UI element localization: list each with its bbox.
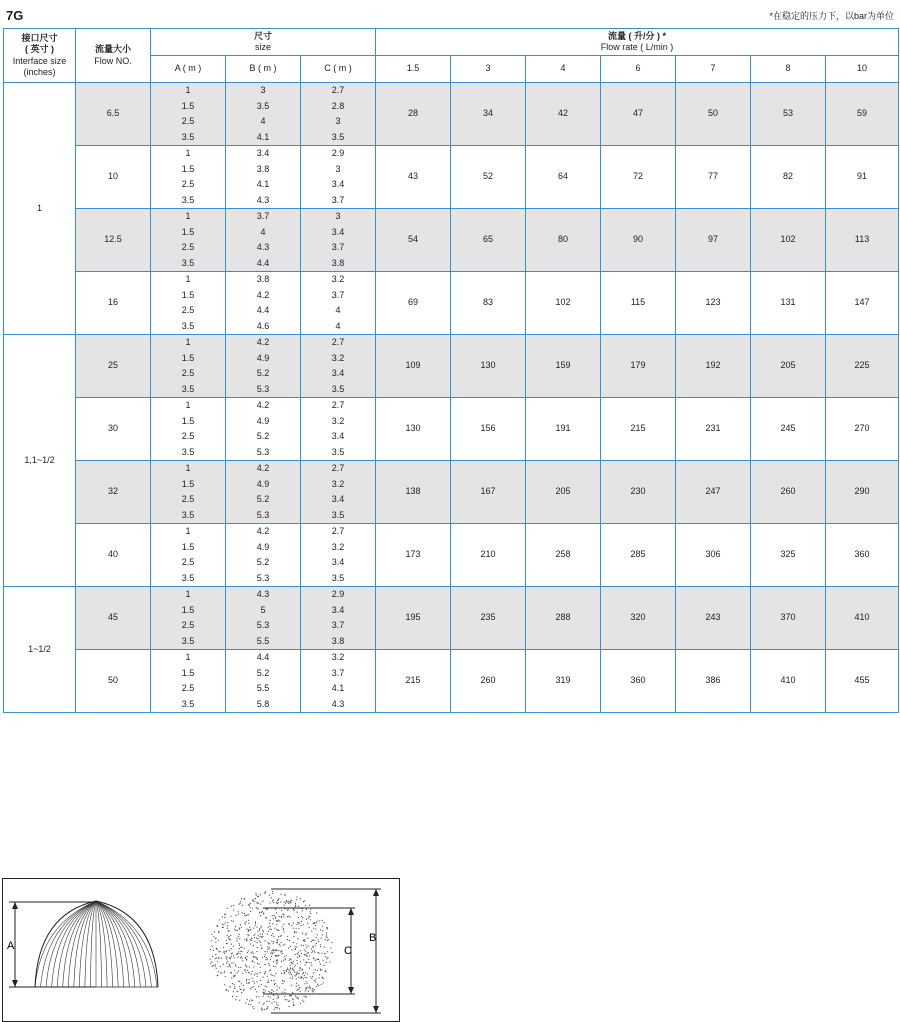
pressure-note: *在稳定的压力下，以bar为单位 [769, 11, 894, 21]
flow-rate-cell: 319 [526, 650, 601, 713]
size-c-cell [301, 398, 376, 461]
size-value: 1 [185, 463, 191, 474]
size-value: 3.4 [331, 557, 345, 568]
flow-rate-cell: 247 [676, 461, 751, 524]
flow-rate-cell: 138 [376, 461, 451, 524]
size-value: 3.7 [331, 194, 345, 205]
flow-rate-cell: 131 [751, 272, 826, 335]
flow-rate-cell: 191 [526, 398, 601, 461]
flow-no-cell: 45 [76, 587, 151, 650]
dim-b-label: B [369, 932, 377, 944]
size-value: 5.2 [256, 368, 270, 379]
model-title: 7G [6, 8, 24, 23]
size-a-cell [151, 398, 226, 461]
size-value: 4 [260, 226, 266, 237]
size-a-cell [151, 146, 226, 209]
dimension-lines [9, 889, 381, 1013]
size-value: 5.8 [256, 698, 270, 709]
flow-rate-cell: 410 [826, 587, 899, 650]
flow-rate-cell: 102 [526, 272, 601, 335]
size-b-cell [226, 83, 301, 146]
interface-cn: 接口尺寸 [21, 33, 58, 43]
size-b-cell [226, 335, 301, 398]
flow-rate-cell: 245 [751, 398, 826, 461]
size-value: 1 [185, 337, 191, 348]
size-value: 3.5 [331, 131, 345, 142]
size-c-cell [301, 335, 376, 398]
size-a-cell [151, 272, 226, 335]
size-value: 5.3 [256, 509, 270, 520]
size-value: 2.9 [331, 589, 345, 600]
col-c-header: C ( m ) [301, 56, 376, 83]
size-value: 4.6 [256, 320, 270, 331]
flow-rate-cell: 306 [676, 524, 751, 587]
size-value: 3.4 [331, 494, 345, 505]
size-value: 3.5 [181, 320, 195, 331]
flow-rate-header [376, 29, 899, 56]
flow-rate-cell: 50 [676, 83, 751, 146]
flow-no-cell: 10 [76, 146, 151, 209]
pressure-header: 8 [751, 56, 826, 83]
size-value: 2.5 [181, 179, 195, 190]
size-value: 2.8 [331, 100, 345, 111]
flow-rate-cell: 320 [601, 587, 676, 650]
size-value: 3.5 [256, 100, 270, 111]
flow-rate-cell: 90 [601, 209, 676, 272]
flow-rate-cell: 192 [676, 335, 751, 398]
flow-rate-cell: 258 [526, 524, 601, 587]
size-value: 3.5 [181, 446, 195, 457]
flow-rate-cell: 65 [451, 209, 526, 272]
size-value: 3.5 [331, 383, 345, 394]
size-value: 3.2 [331, 478, 345, 489]
size-value: 4.3 [256, 242, 270, 253]
size-value: 3.2 [331, 652, 345, 663]
flow-rate-cell: 410 [751, 650, 826, 713]
flow-rate-cell: 28 [376, 83, 451, 146]
size-value: 3.7 [331, 667, 345, 678]
flow-rate-cell: 82 [751, 146, 826, 209]
flow-no-cell: 40 [76, 524, 151, 587]
spray-fan-illustration [35, 901, 158, 987]
size-value: 1 [185, 526, 191, 537]
size-value: 3.5 [331, 446, 345, 457]
size-value: 4.9 [256, 478, 270, 489]
pressure-header: 7 [676, 56, 751, 83]
dim-c-label: C [344, 945, 352, 957]
size-a-cell [151, 587, 226, 650]
size-value: 3.7 [331, 289, 345, 300]
flow-rate-cell: 288 [526, 587, 601, 650]
flow-rate-cell: 173 [376, 524, 451, 587]
size-value: 4 [335, 305, 341, 316]
table-row [4, 83, 899, 146]
flow-rate-cell: 360 [601, 650, 676, 713]
flow-rate-cell: 113 [826, 209, 899, 272]
col-b-header: B ( m ) [226, 56, 301, 83]
size-value: 4.9 [256, 352, 270, 363]
flow-rate-cell: 386 [676, 650, 751, 713]
size-value: 2.5 [181, 368, 195, 379]
flow-rate-cell: 205 [526, 461, 601, 524]
size-value: 5.3 [256, 572, 270, 583]
spray-pattern-diagram [2, 878, 400, 1022]
flow-rate-cell: 285 [601, 524, 676, 587]
size-value: 5 [260, 604, 266, 615]
size-value: 1 [185, 400, 191, 411]
size-value: 3 [335, 163, 341, 174]
size-value: 2.5 [181, 683, 195, 694]
flow-rate-cell: 230 [601, 461, 676, 524]
size-value: 3 [260, 85, 266, 96]
size-value: 3.5 [181, 131, 195, 142]
flow-rate-cell: 147 [826, 272, 899, 335]
interface-size-cell: 1 [4, 83, 76, 335]
flow-rate-cell: 54 [376, 209, 451, 272]
size-value: 1.5 [181, 226, 195, 237]
size-value: 2.5 [181, 494, 195, 505]
size-value: 3.8 [256, 163, 270, 174]
size-a-cell [151, 650, 226, 713]
size-c-cell [301, 83, 376, 146]
size-value: 5.5 [256, 635, 270, 646]
size-c-cell [301, 461, 376, 524]
flow-rate-cell: 52 [451, 146, 526, 209]
spec-table [3, 28, 899, 713]
flow-rate-cell: 159 [526, 335, 601, 398]
table-row [4, 335, 899, 398]
size-value: 3.5 [181, 572, 195, 583]
flow-no-cell: 50 [76, 650, 151, 713]
flow-no-header [76, 29, 151, 83]
size-value: 4.2 [256, 337, 270, 348]
size-value: 1.5 [181, 289, 195, 300]
size-value: 4.1 [331, 683, 345, 694]
size-value: 1 [185, 85, 191, 96]
col-a-header: A ( m ) [151, 56, 226, 83]
size-value: 3.4 [331, 368, 345, 379]
flow-rate-cell: 455 [826, 650, 899, 713]
size-value: 3.7 [331, 620, 345, 631]
flow-rate-cell: 80 [526, 209, 601, 272]
flow-rate-cell: 72 [601, 146, 676, 209]
size-b-cell [226, 209, 301, 272]
flow-rate-cell: 260 [751, 461, 826, 524]
size-c-cell [301, 272, 376, 335]
size-c-cell [301, 524, 376, 587]
size-value: 4.1 [256, 131, 270, 142]
pressure-header: 6 [601, 56, 676, 83]
flow-rate-en: Flow rate ( L/min ) [600, 42, 674, 52]
flow-no-cell: 30 [76, 398, 151, 461]
size-value: 3.2 [331, 274, 345, 285]
pressure-header: 1.5 [376, 56, 451, 83]
size-en: size [255, 42, 272, 52]
size-c-cell [301, 587, 376, 650]
flow-no-cn: 流量大小 [94, 44, 131, 55]
size-b-cell [226, 398, 301, 461]
interface-size-cell: 1~1/2 [4, 587, 76, 713]
size-value: 3 [335, 211, 341, 222]
size-value: 3.5 [181, 509, 195, 520]
flow-rate-cell: 42 [526, 83, 601, 146]
size-value: 2.5 [181, 431, 195, 442]
table-row [4, 524, 899, 587]
flow-rate-cell: 325 [751, 524, 826, 587]
size-value: 4.3 [256, 194, 270, 205]
size-value: 3.4 [331, 431, 345, 442]
flow-rate-cell: 156 [451, 398, 526, 461]
size-value: 1.5 [181, 541, 195, 552]
size-value: 3.4 [331, 226, 345, 237]
spray-dots-illustration [210, 891, 333, 1011]
size-value: 3.7 [331, 242, 345, 253]
flow-rate-cell: 34 [451, 83, 526, 146]
flow-no-cell: 25 [76, 335, 151, 398]
flow-rate-cell: 260 [451, 650, 526, 713]
size-value: 5.2 [256, 667, 270, 678]
flow-rate-cell: 205 [751, 335, 826, 398]
size-value: 4.4 [256, 257, 270, 268]
size-value: 4.9 [256, 415, 270, 426]
size-value: 3.4 [331, 179, 345, 190]
flow-rate-cell: 270 [826, 398, 899, 461]
size-value: 2.7 [331, 85, 345, 96]
dim-a-label: A [7, 940, 15, 952]
size-value: 3.8 [331, 257, 345, 268]
size-value: 4.4 [256, 652, 270, 663]
flow-rate-cell: 225 [826, 335, 899, 398]
size-a-cell [151, 335, 226, 398]
size-value: 1 [185, 274, 191, 285]
size-value: 3.2 [331, 541, 345, 552]
size-value: 3.5 [181, 635, 195, 646]
flow-rate-cell: 231 [676, 398, 751, 461]
size-value: 3.5 [181, 194, 195, 205]
size-value: 4.3 [256, 589, 270, 600]
size-b-cell [226, 524, 301, 587]
flow-rate-cell: 130 [451, 335, 526, 398]
pressure-header: 3 [451, 56, 526, 83]
size-b-cell [226, 272, 301, 335]
size-value: 5.2 [256, 557, 270, 568]
size-value: 4.2 [256, 463, 270, 474]
flow-rate-cell: 83 [451, 272, 526, 335]
size-c-cell [301, 146, 376, 209]
size-value: 3 [335, 116, 341, 127]
flow-rate-cell: 167 [451, 461, 526, 524]
flow-no-cell: 32 [76, 461, 151, 524]
size-value: 1.5 [181, 667, 195, 678]
flow-rate-cell: 235 [451, 587, 526, 650]
interface-cn2: ( 英寸 ) [25, 44, 54, 55]
size-a-cell [151, 209, 226, 272]
flow-rate-cell: 370 [751, 587, 826, 650]
size-value: 2.5 [181, 620, 195, 631]
flow-rate-cell: 47 [601, 83, 676, 146]
table-row [4, 146, 899, 209]
interface-size-cell: 1,1~1/2 [4, 335, 76, 587]
flow-rate-cell: 243 [676, 587, 751, 650]
flow-rate-cell: 97 [676, 209, 751, 272]
spec-table-body [4, 83, 899, 713]
size-value: 5.2 [256, 431, 270, 442]
size-value: 4 [260, 116, 266, 127]
flow-rate-cell: 195 [376, 587, 451, 650]
size-value: 1.5 [181, 352, 195, 363]
size-value: 2.7 [331, 526, 345, 537]
flow-rate-cell: 210 [451, 524, 526, 587]
size-value: 4.1 [256, 179, 270, 190]
size-b-cell [226, 146, 301, 209]
size-value: 2.7 [331, 337, 345, 348]
size-value: 4.4 [256, 305, 270, 316]
size-value: 3.4 [331, 604, 345, 615]
size-value: 1.5 [181, 604, 195, 615]
flow-no-cell: 12.5 [76, 209, 151, 272]
size-value: 1.5 [181, 478, 195, 489]
size-value: 1 [185, 148, 191, 159]
flow-rate-cell: 115 [601, 272, 676, 335]
size-value: 4.9 [256, 541, 270, 552]
size-value: 2.9 [331, 148, 345, 159]
size-value: 2.5 [181, 242, 195, 253]
size-value: 5.2 [256, 494, 270, 505]
flow-rate-cell: 130 [376, 398, 451, 461]
size-cn: 尺寸 [254, 30, 273, 41]
size-value: 3.7 [256, 211, 270, 222]
size-c-cell [301, 209, 376, 272]
pressure-header: 10 [826, 56, 899, 83]
table-row [4, 650, 899, 713]
table-row [4, 461, 899, 524]
size-value: 4.2 [256, 526, 270, 537]
size-value: 4.3 [331, 698, 345, 709]
size-value: 3.5 [331, 509, 345, 520]
interface-size-header [4, 29, 76, 83]
size-value: 1.5 [181, 415, 195, 426]
size-value: 3.5 [331, 572, 345, 583]
size-value: 2.7 [331, 400, 345, 411]
flow-rate-cell: 43 [376, 146, 451, 209]
size-value: 3.8 [256, 274, 270, 285]
size-value: 4 [335, 320, 341, 331]
flow-rate-cell: 64 [526, 146, 601, 209]
interface-en2: (inches) [23, 66, 56, 77]
size-value: 3.4 [256, 148, 270, 159]
flow-rate-cell: 215 [601, 398, 676, 461]
size-value: 3.5 [181, 257, 195, 268]
flow-rate-cell: 91 [826, 146, 899, 209]
flow-rate-cell: 59 [826, 83, 899, 146]
size-value: 5.3 [256, 446, 270, 457]
flow-rate-cell: 215 [376, 650, 451, 713]
size-a-cell [151, 524, 226, 587]
flow-rate-cell: 179 [601, 335, 676, 398]
flow-no-cell: 6.5 [76, 83, 151, 146]
flow-rate-cell: 69 [376, 272, 451, 335]
size-value: 5.3 [256, 383, 270, 394]
size-value: 1 [185, 211, 191, 222]
size-c-cell [301, 650, 376, 713]
flow-no-cell: 16 [76, 272, 151, 335]
table-row [4, 209, 899, 272]
table-row [4, 398, 899, 461]
table-row [4, 587, 899, 650]
size-header [151, 29, 376, 56]
size-value: 2.5 [181, 116, 195, 127]
flow-rate-cell: 77 [676, 146, 751, 209]
size-value: 2.7 [331, 463, 345, 474]
size-a-cell [151, 83, 226, 146]
pressure-header: 4 [526, 56, 601, 83]
flow-rate-cell: 102 [751, 209, 826, 272]
size-value: 1 [185, 589, 191, 600]
flow-rate-cell: 290 [826, 461, 899, 524]
size-b-cell [226, 650, 301, 713]
size-value: 1 [185, 652, 191, 663]
size-value: 3.8 [331, 635, 345, 646]
size-value: 1.5 [181, 163, 195, 174]
size-value: 1.5 [181, 100, 195, 111]
flow-rate-cell: 109 [376, 335, 451, 398]
size-value: 3.2 [331, 415, 345, 426]
size-value: 2.5 [181, 557, 195, 568]
size-b-cell [226, 587, 301, 650]
size-value: 4.2 [256, 400, 270, 411]
size-value: 3.5 [181, 698, 195, 709]
size-a-cell [151, 461, 226, 524]
interface-en: Interface size [12, 55, 67, 66]
size-value: 3.5 [181, 383, 195, 394]
size-value: 5.3 [256, 620, 270, 631]
flow-rate-cell: 360 [826, 524, 899, 587]
size-value: 4.2 [256, 289, 270, 300]
size-value: 5.5 [256, 683, 270, 694]
size-b-cell [226, 461, 301, 524]
flow-rate-cell: 53 [751, 83, 826, 146]
size-value: 3.2 [331, 352, 345, 363]
table-row [4, 272, 899, 335]
size-value: 2.5 [181, 305, 195, 316]
flow-rate-cell: 123 [676, 272, 751, 335]
flow-rate-cn: 流量 ( 升/分 ) * [608, 30, 667, 41]
flow-no-en: Flow NO. [94, 55, 132, 66]
